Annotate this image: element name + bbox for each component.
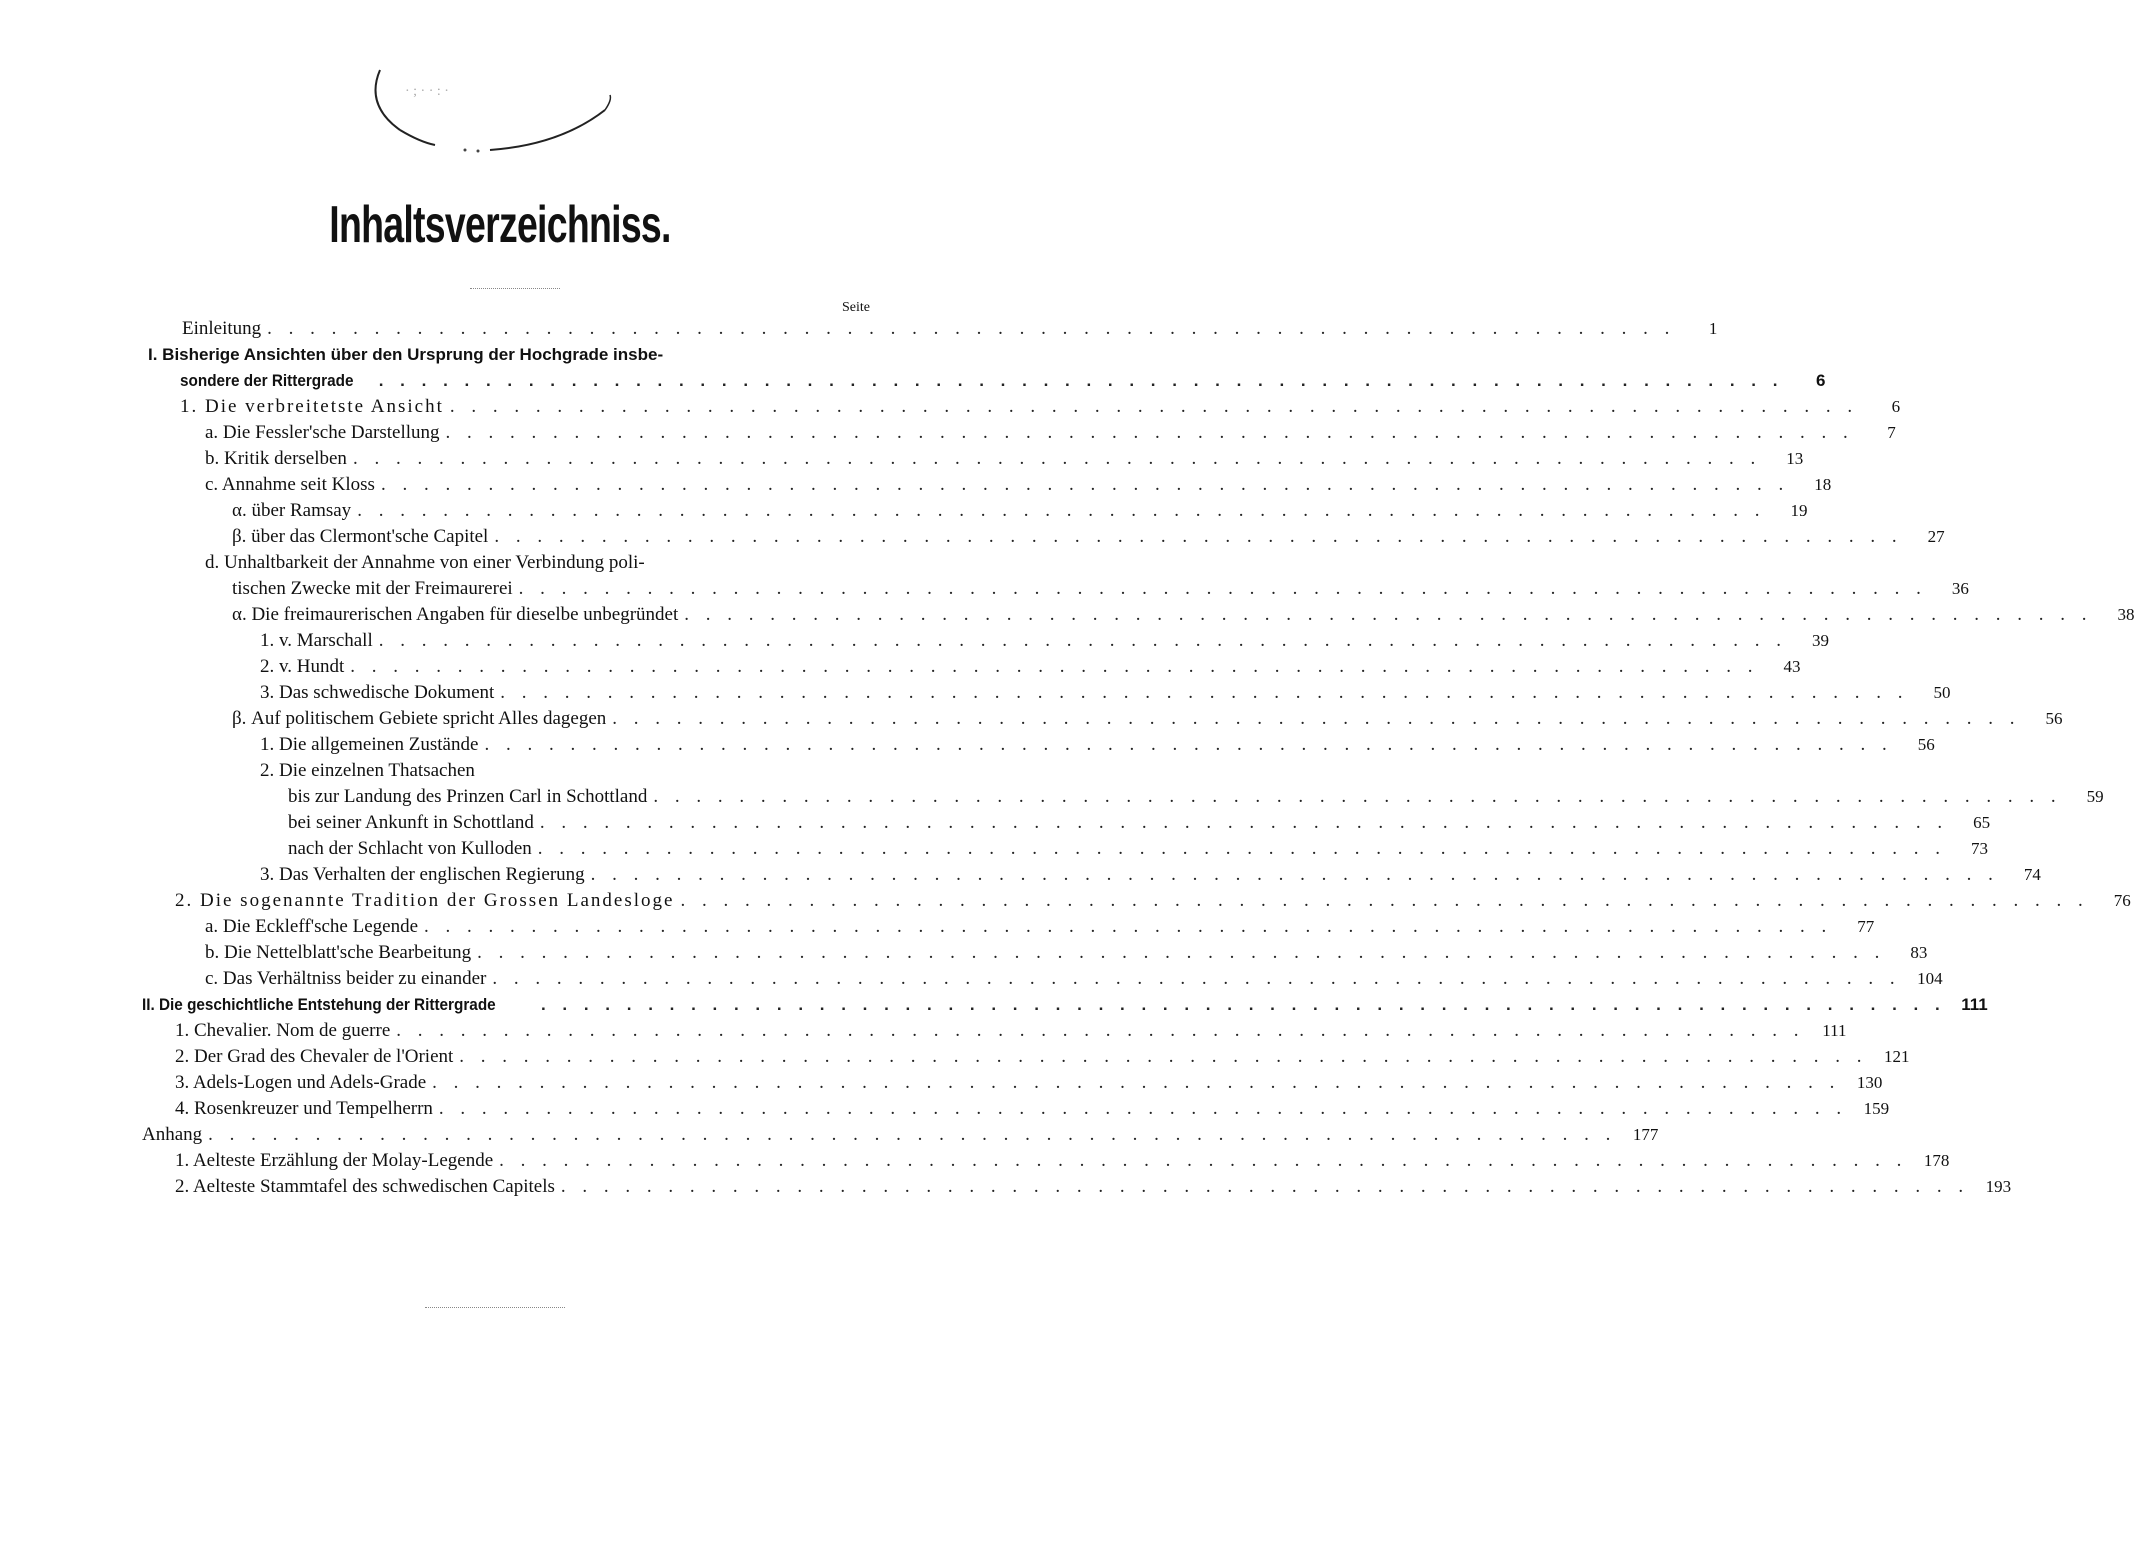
toc-entry: Einleitung . . . 1 [182, 316, 870, 342]
toc-entry: 2. Aelteste Stammtafel des schwedischen Capitels . . . 193 [175, 1174, 870, 1200]
title-divider [470, 288, 560, 289]
toc-entry: d. Unhaltbarkeit der Annahme von einer Verbindung poli- [205, 552, 645, 573]
toc-entry: 2. Die sogenannte Tradition der Grossen Landesloge . . . 76 [175, 888, 870, 914]
toc-entry: II. Die geschichtliche Entstehung der Rittergrade . . . 111 [142, 992, 870, 1018]
toc-entry: α. über Ramsay . . . 19 [232, 498, 870, 524]
page-column-header: Seite [842, 300, 870, 315]
toc-entry: 3. Das schwedische Dokument . . . 50 [260, 680, 870, 706]
toc-entry: a. Die Fessler'sche Darstellung . . . 7 [205, 420, 870, 446]
toc-entry: β. über das Clermont'sche Capitel . . . 27 [232, 524, 870, 550]
toc-entry: I. Bisherige Ansichten über den Ursprung der Hochgrade insbe- [148, 345, 664, 364]
toc-entry: bei seiner Ankunft in Schottland . . . 65 [288, 810, 870, 836]
toc-entry: 1. Chevalier. Nom de guerre . . . 111 [175, 1018, 870, 1044]
toc-entry: tischen Zwecke mit der Freimaurerei . . . 36 [232, 576, 870, 602]
toc-entry: 1. Die allgemeinen Zustände . . . 56 [260, 732, 870, 758]
toc-entry: 2. v. Hundt . . . 43 [260, 654, 870, 680]
toc-entry: 3. Das Verhalten der englischen Regierung . . . 74 [260, 862, 870, 888]
toc-entry: b. Die Nettelblatt'sche Bearbeitung . . . 83 [205, 940, 870, 966]
svg-text:· ; · · : ·: · ; · · : · [405, 84, 449, 99]
toc-entry: 2. Der Grad des Chevaler de l'Orient . . . 121 [175, 1044, 870, 1070]
toc-entry: nach der Schlacht von Kulloden . . . 73 [288, 836, 870, 862]
toc-entry: α. Die freimaurerischen Angaben für dieselbe unbegründet . . . 38 [232, 602, 870, 628]
toc-entry: 1. v. Marschall . . . 39 [260, 628, 870, 654]
toc-entry: Anhang . . . 177 [142, 1122, 870, 1148]
toc-entry: β. Auf politischem Gebiete spricht Alles dagegen . . . 56 [232, 706, 870, 732]
toc-entry: c. Das Verhältniss beider zu einander . . . 104 [205, 966, 870, 992]
toc-entry: bis zur Landung des Prinzen Carl in Schottland . . . 59 [288, 784, 870, 810]
toc-entry: 4. Rosenkreuzer und Tempelherrn . . . 159 [175, 1096, 870, 1122]
toc-entry: 1. Aelteste Erzählung der Molay-Legende . . . 178 [175, 1148, 870, 1174]
toc-entry: 2. Die einzelnen Thatsachen [260, 760, 475, 781]
toc-entry: b. Kritik derselben . . . 13 [205, 446, 870, 472]
toc-entry: c. Annahme seit Kloss . . . 18 [205, 472, 870, 498]
toc-entry: 3. Adels-Logen und Adels-Grade . . . 130 [175, 1070, 870, 1096]
page-title: Inhaltsverzeichniss. [329, 196, 671, 254]
toc-entry: 1. Die verbreitetste Ansicht . . . 6 [180, 394, 870, 420]
toc-entry: a. Die Eckleff'sche Legende . . . 77 [205, 914, 870, 940]
toc-entry: sondere der Rittergrade . . . 6 [180, 368, 870, 394]
library-stamp [360, 50, 620, 160]
end-divider [425, 1307, 565, 1308]
